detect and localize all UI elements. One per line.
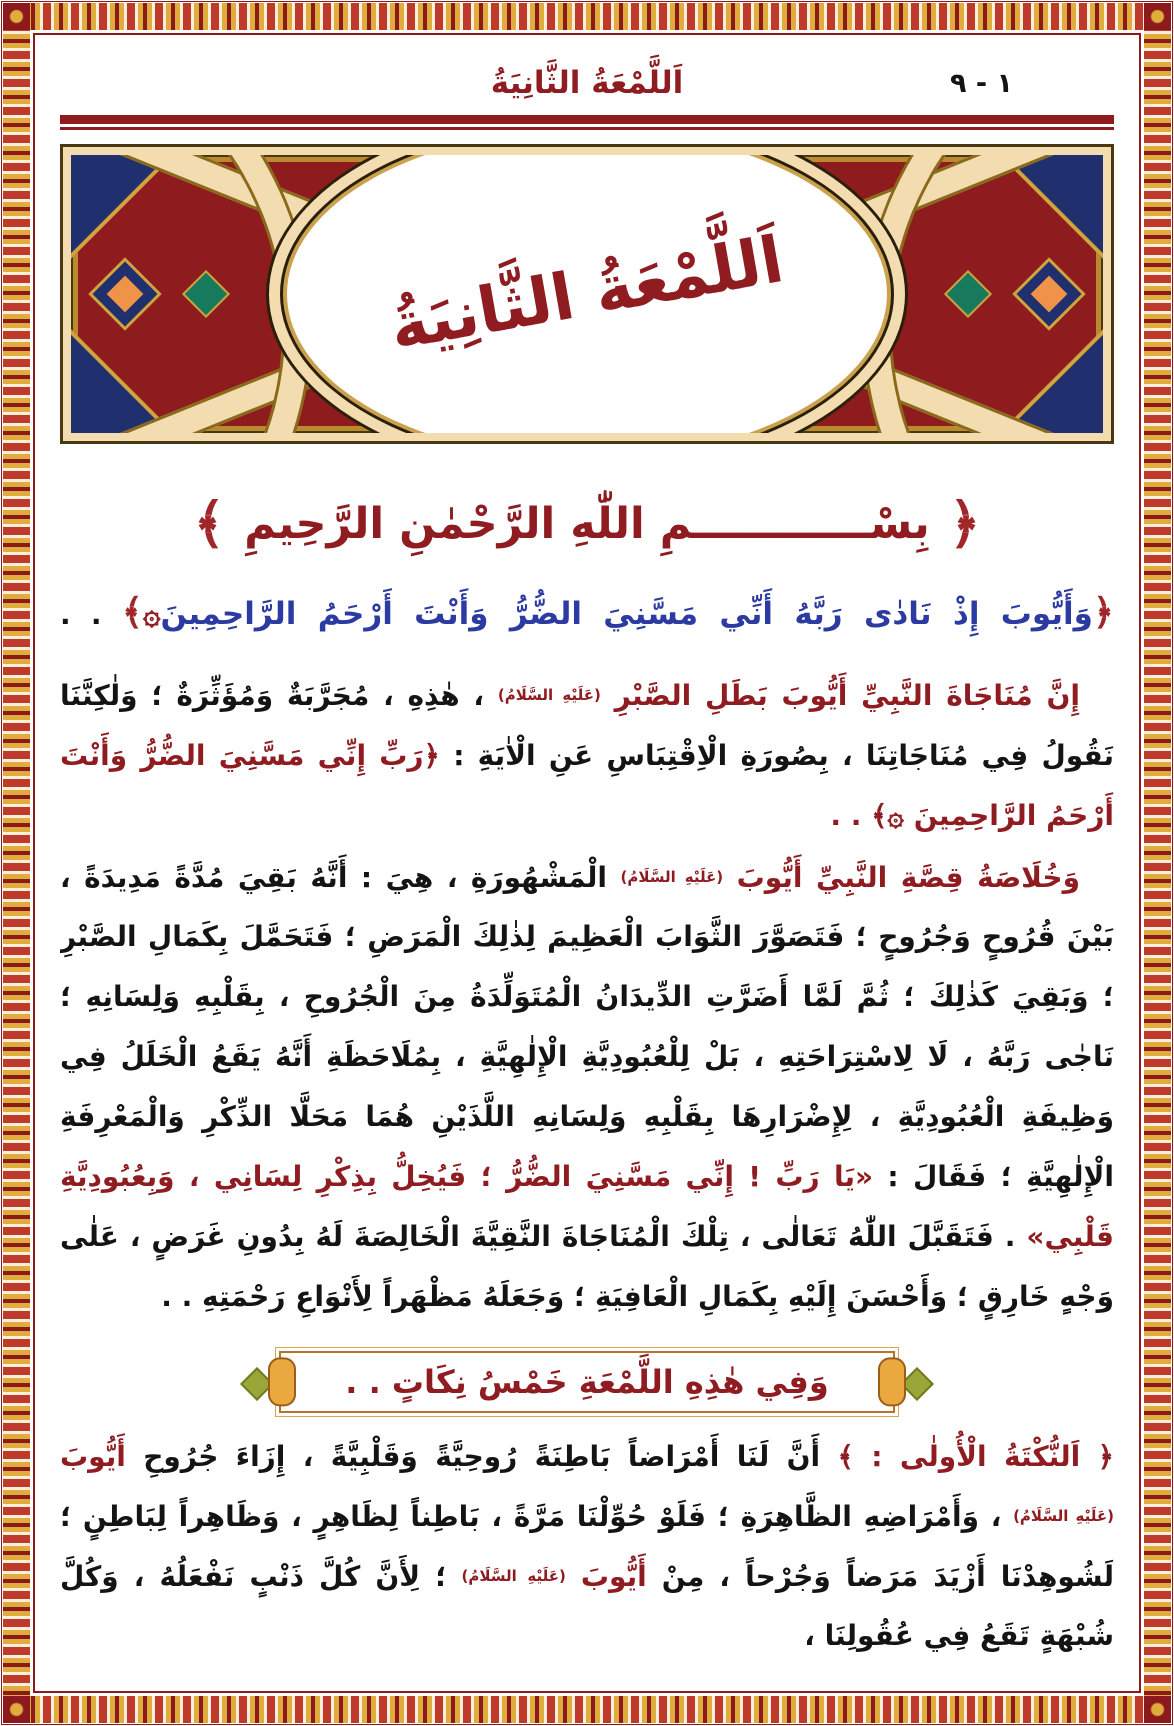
- story-body-text: الْمَشْهُورَةِ ، هِيَ : أَنَّهُ بَقِيَ مُدَّةً مَدِيدَةً ، بَيْنَ قُرُوحٍ وَجُرُوحٍ ؛ فَتَصَوَّرَ الثَّوَابَ الْعَظِيمَ لِذٰلِكَ الْمَرَضِ ؛ فَتَحَمَّلَ بِكَمَالِ الصَّبْرِ ؛ وَبَقِيَ كَذٰلِكَ ؛ ثُمَّ لَمَّا أَضَرَّتِ الدِّيدَانُ الْمُتَوَلِّدَةُ مِنَ الْجُرُوحِ ، بِقَلْبِهِ وَلِسَانِهِ ؛ نَاجٰى رَبَّهُ ، لَا لِاسْتِرَاحَتِهِ ، بَلْ لِلْعُبُودِيَّةِ الْإِلٰهِيَّةِ ، بِمُلَاحَظَةِ أَنَّهُ يَقَعُ الْخَلَلُ فِي وَظِيفَةِ الْعُبُودِيَّةِ ، لِإِضْرَارِهَا بِقَلْبِهِ وَلِسَانِهِ اللَّذَيْنِ هُمَا مَحَلَّا الذِّكْرِ وَالْمَعْرِفَةِ الْإِلٰهِيَّةِ ؛ فَقَالَ :: [60, 860, 1114, 1194]
- verse-text: وَأَيُّوبَ إِذْ نَادٰى رَبَّهُ أَنِّي مَسَّنِيَ الضُّرُّ وَأَنْتَ أَرْحَمُ الرَّاحِمِينَ: [160, 596, 1093, 632]
- border-corner-knot: [3, 3, 30, 30]
- story-body-text-2: . فَتَقَبَّلَ اللّٰهُ تَعَالٰى ، تِلْكَ الْمُنَاجَاةَ النَّقِيَّةَ الْخَالِصَةَ لَهُ بِدُونِ غَرَضٍ ، عَلٰى وَجْهٍ خَارِقٍ ؛ وَأَحْسَنَ إِلَيْهِ بِكَمَالِ الْعَافِيَةِ ؛ وَجَعَلَهُ مَظْهَراً لِأَنْوَاعِ رَحْمَتِهِ . .: [60, 1219, 1114, 1313]
- chain-border-right: [1144, 3, 1171, 1723]
- first-point-text-2: ، وَأَمْرَاضِهِ الظَّاهِرَةِ ؛ فَلَوْ حُوِّلْنَا مَرَّةً ، بَاطِناً لِظَاهِرٍ ، وَظَاهِراً لِبَاطِنٍ ؛ لَشُوهِدْنَا أَزْيَدَ مَرَضاً وَجُرْحاً ، مِنْ: [60, 1499, 1114, 1593]
- verse-trailing-dots: . .: [60, 598, 122, 631]
- running-head-title: اَللَّمْعَةُ الثَّانِيَةُ: [490, 65, 684, 101]
- intro-body-text: ، هٰذِهِ ، مُجَرَّبَةٌ وَمُؤَثِّرَةٌ ؛ وَلٰكِنَّنَا نَقُولُ فِي مُنَاجَاتِنَا ، بِصُورَةِ الْاِقْتِبَاسِ عَنِ الْاٰيَةِ :: [60, 678, 1114, 772]
- alayhi-salam-seal: (عَلَيْهِ السَّلَامُ): [461, 1566, 566, 1585]
- border-corner-knot: [3, 1696, 30, 1723]
- alayhi-salam-seal: (عَلَيْهِ السَّلَامُ): [497, 685, 601, 704]
- story-dua-quote-red: «يَا رَبِّ ! إِنِّي مَسَّنِيَ الضُّرُّ ؛ فَيُخِلُّ بِذِكْرِ لِسَانِي ، وَبِعُبُودِيَّةِ قَلْبِي»: [60, 1160, 1114, 1253]
- panel-cartouche: [287, 155, 887, 433]
- first-point-text-3: ؛ لِأَنَّ كُلَّ ذَنْبٍ نَفْعَلُهُ ، وَكُلَّ شُبْهَةٍ تَقَعُ فِي عُقُولِنَا ،: [60, 1559, 1114, 1653]
- first-point-heading: ﴿ اَلنُّكْتَةُ الْأُولٰى : ﴾: [820, 1439, 1114, 1473]
- ayyub-name-red: أَيُّوبَ: [60, 1439, 126, 1473]
- border-corner-knot: [1144, 1696, 1171, 1723]
- basmala-text: بِسْــــــــــــمِ اللّٰهِ الرَّحْمٰنِ الرَّحِيمِ: [244, 498, 930, 549]
- chapter-title: اَللَّمْعَةُ الثَّانِيَةُ: [384, 223, 790, 365]
- story-lead-red: وَخُلَاصَةُ قِصَّةِ النَّبِيِّ أَيُّوبَ: [723, 860, 1080, 894]
- intro-quote-red: ﴿رَبِّ إِنِّي مَسَّنِيَ الضُّرُّ وَأَنْتَ أَرْحَمُ الرَّاحِمِينَ ۞﴾ . .: [60, 738, 1114, 832]
- chain-border-left: [3, 3, 30, 1723]
- intro-lead-red: إِنَّ مُنَاجَاةَ النَّبِيِّ أَيُّوبَ بَطَلِ الصَّبْرِ: [600, 678, 1080, 712]
- page-number: ١ - ٩: [950, 67, 1013, 99]
- first-point-text: أَنَّ لَنَا أَمْرَاضاً بَاطِنَةً رُوحِيَّةً وَقَلْبِيَّةً ، إِزَاءَ جُرُوحِ: [125, 1439, 821, 1473]
- basmala-ornament-right-icon: ﴿: [948, 492, 981, 555]
- border-corner-knot: [1144, 3, 1171, 30]
- ayah-rosette-icon: ۞: [142, 597, 161, 632]
- chain-border-bottom: [3, 1696, 1171, 1723]
- ayyub-name-red: أَيُّوبَ: [565, 1559, 647, 1593]
- chain-border-top: [3, 3, 1171, 30]
- alayhi-salam-seal: (عَلَيْهِ السَّلَامُ): [1013, 1506, 1114, 1525]
- five-points-label: وَفِي هٰذِهِ اللَّمْعَةِ خَمْسُ نِكَاتٍ . .: [345, 1362, 829, 1401]
- ornate-close-bracket-icon: ﴾: [121, 592, 143, 633]
- alayhi-salam-seal: (عَلَيْهِ السَّلَامُ): [620, 867, 724, 886]
- ornate-open-bracket-icon: ﴿: [1092, 592, 1114, 633]
- basmala-ornament-left-icon: ﴾: [193, 492, 226, 555]
